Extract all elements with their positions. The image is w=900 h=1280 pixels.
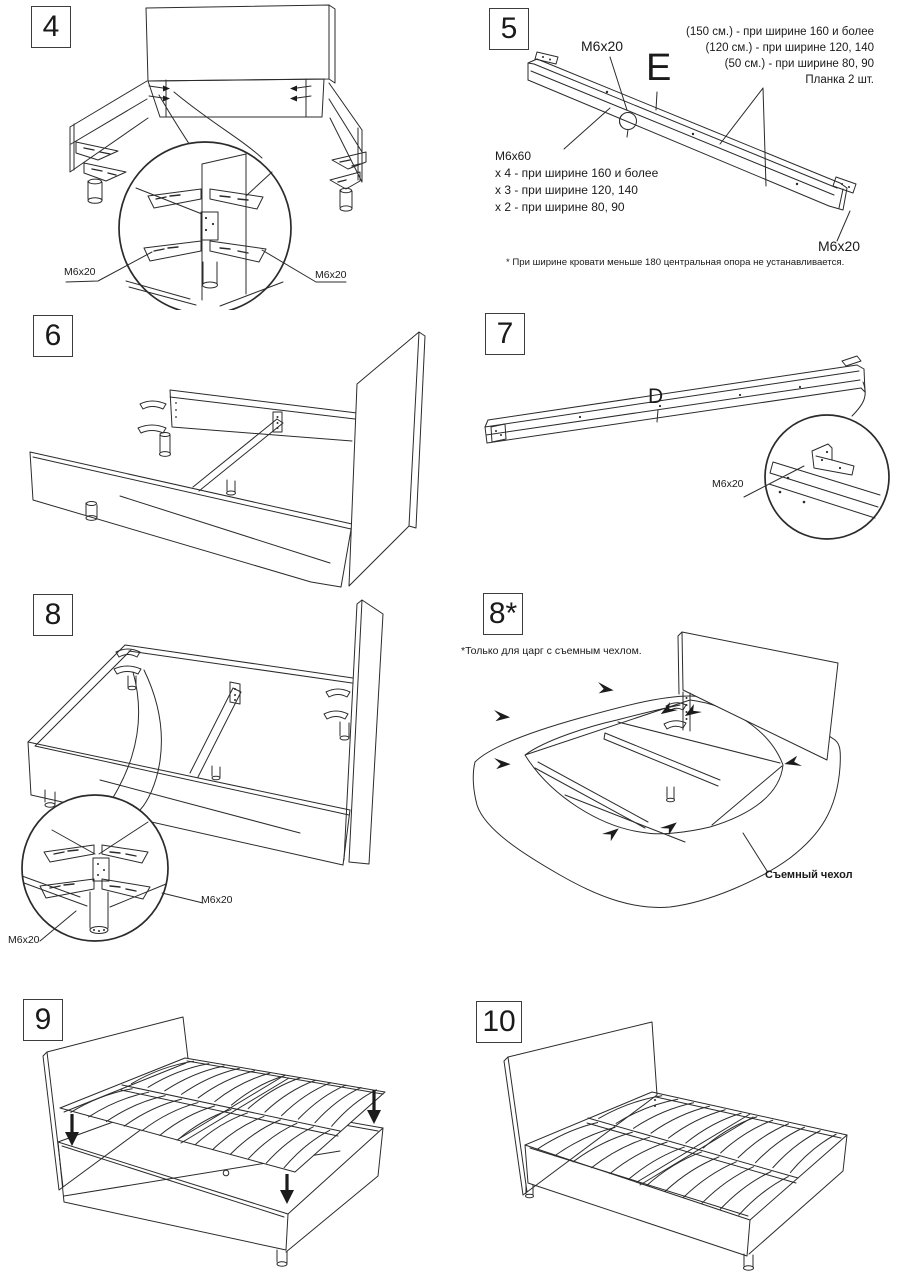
headboard	[344, 600, 383, 864]
corner-brackets-left	[114, 649, 141, 690]
magnifier-funnel	[852, 382, 865, 416]
part-letter: E	[646, 47, 672, 89]
step-number-6: 6	[33, 315, 73, 357]
step-8-illustration	[0, 590, 450, 990]
step-number-5: 5	[489, 8, 529, 50]
width-option: (50 см.) - при ширине 80, 90	[724, 58, 874, 70]
width-option: (120 см.) - при ширине 120, 140	[705, 42, 874, 54]
bolt-size-label: M6x20	[64, 266, 96, 278]
floating-leg-brackets	[138, 401, 171, 456]
step-10-panel	[460, 990, 900, 1280]
center-support-note: * При ширине кровати меньше 180 центральная опора не устанавливается.	[506, 257, 845, 268]
bolt-spec-line: х 4 - при ширине 160 и более	[495, 166, 659, 180]
step-8-panel	[0, 590, 450, 990]
bolt-size-label: M6x20	[8, 934, 40, 946]
side-rail-left	[70, 81, 148, 172]
step-4-panel	[0, 0, 460, 310]
center-beam	[190, 682, 241, 780]
step-number-8: 8	[33, 594, 73, 636]
bolt-size-label: M6x20	[201, 894, 233, 906]
inner-frame	[535, 722, 782, 842]
bolt-spec-block	[495, 148, 658, 216]
part-letter: D	[648, 385, 664, 408]
headboard	[678, 632, 838, 760]
step-number-10: 10	[476, 1001, 522, 1043]
bolt-size-label: M6x20	[712, 478, 744, 490]
magnifier-circle	[119, 142, 291, 310]
bolt-spec-line: х 2 - при ширине 80, 90	[495, 200, 625, 214]
corner-brackets-right	[324, 689, 350, 740]
magnifier-circle	[22, 795, 168, 941]
step-7-panel	[460, 310, 900, 590]
bolt-size-label: M6x20	[315, 269, 347, 281]
width-option: (150 см.) - при ширине 160 и более	[686, 26, 874, 38]
step-number-7: 7	[485, 313, 525, 355]
bolt-spec-title: M6x60	[495, 149, 532, 163]
step-5-panel	[460, 0, 900, 310]
bolt-size-label: M6x20	[818, 238, 861, 254]
cover-footnote: *Только для царг с съемным чехлом.	[461, 645, 642, 657]
step-number-8-cover: 8*	[483, 593, 523, 635]
step-number-9: 9	[23, 999, 63, 1041]
plank-qty: Планка 2 шт.	[805, 74, 874, 86]
leg-brackets-left	[76, 142, 126, 203]
bolt-spec-line: х 3 - при ширине 120, 140	[495, 183, 638, 197]
cover-label: Съемный чехол	[765, 869, 853, 881]
step-10-illustration	[460, 990, 900, 1280]
step-8-cover-panel	[450, 590, 900, 990]
leader-line	[743, 833, 767, 871]
width-options-block	[686, 24, 874, 88]
center-beam	[193, 412, 283, 495]
headboard	[349, 332, 425, 586]
rear-rail	[170, 390, 357, 441]
step-9-panel	[0, 990, 460, 1280]
step-6-panel	[0, 310, 460, 590]
magnifier-funnel	[104, 670, 161, 812]
headboard	[146, 5, 335, 83]
legs	[526, 1184, 754, 1270]
step-number-4: 4	[31, 6, 71, 48]
bolt-size-label: M6x20	[581, 38, 624, 54]
step-9-illustration	[0, 990, 460, 1280]
foot-box	[30, 452, 352, 587]
bolt-glyphs	[149, 86, 311, 102]
leg-brackets-right	[330, 152, 366, 211]
step-7-illustration	[460, 310, 900, 590]
